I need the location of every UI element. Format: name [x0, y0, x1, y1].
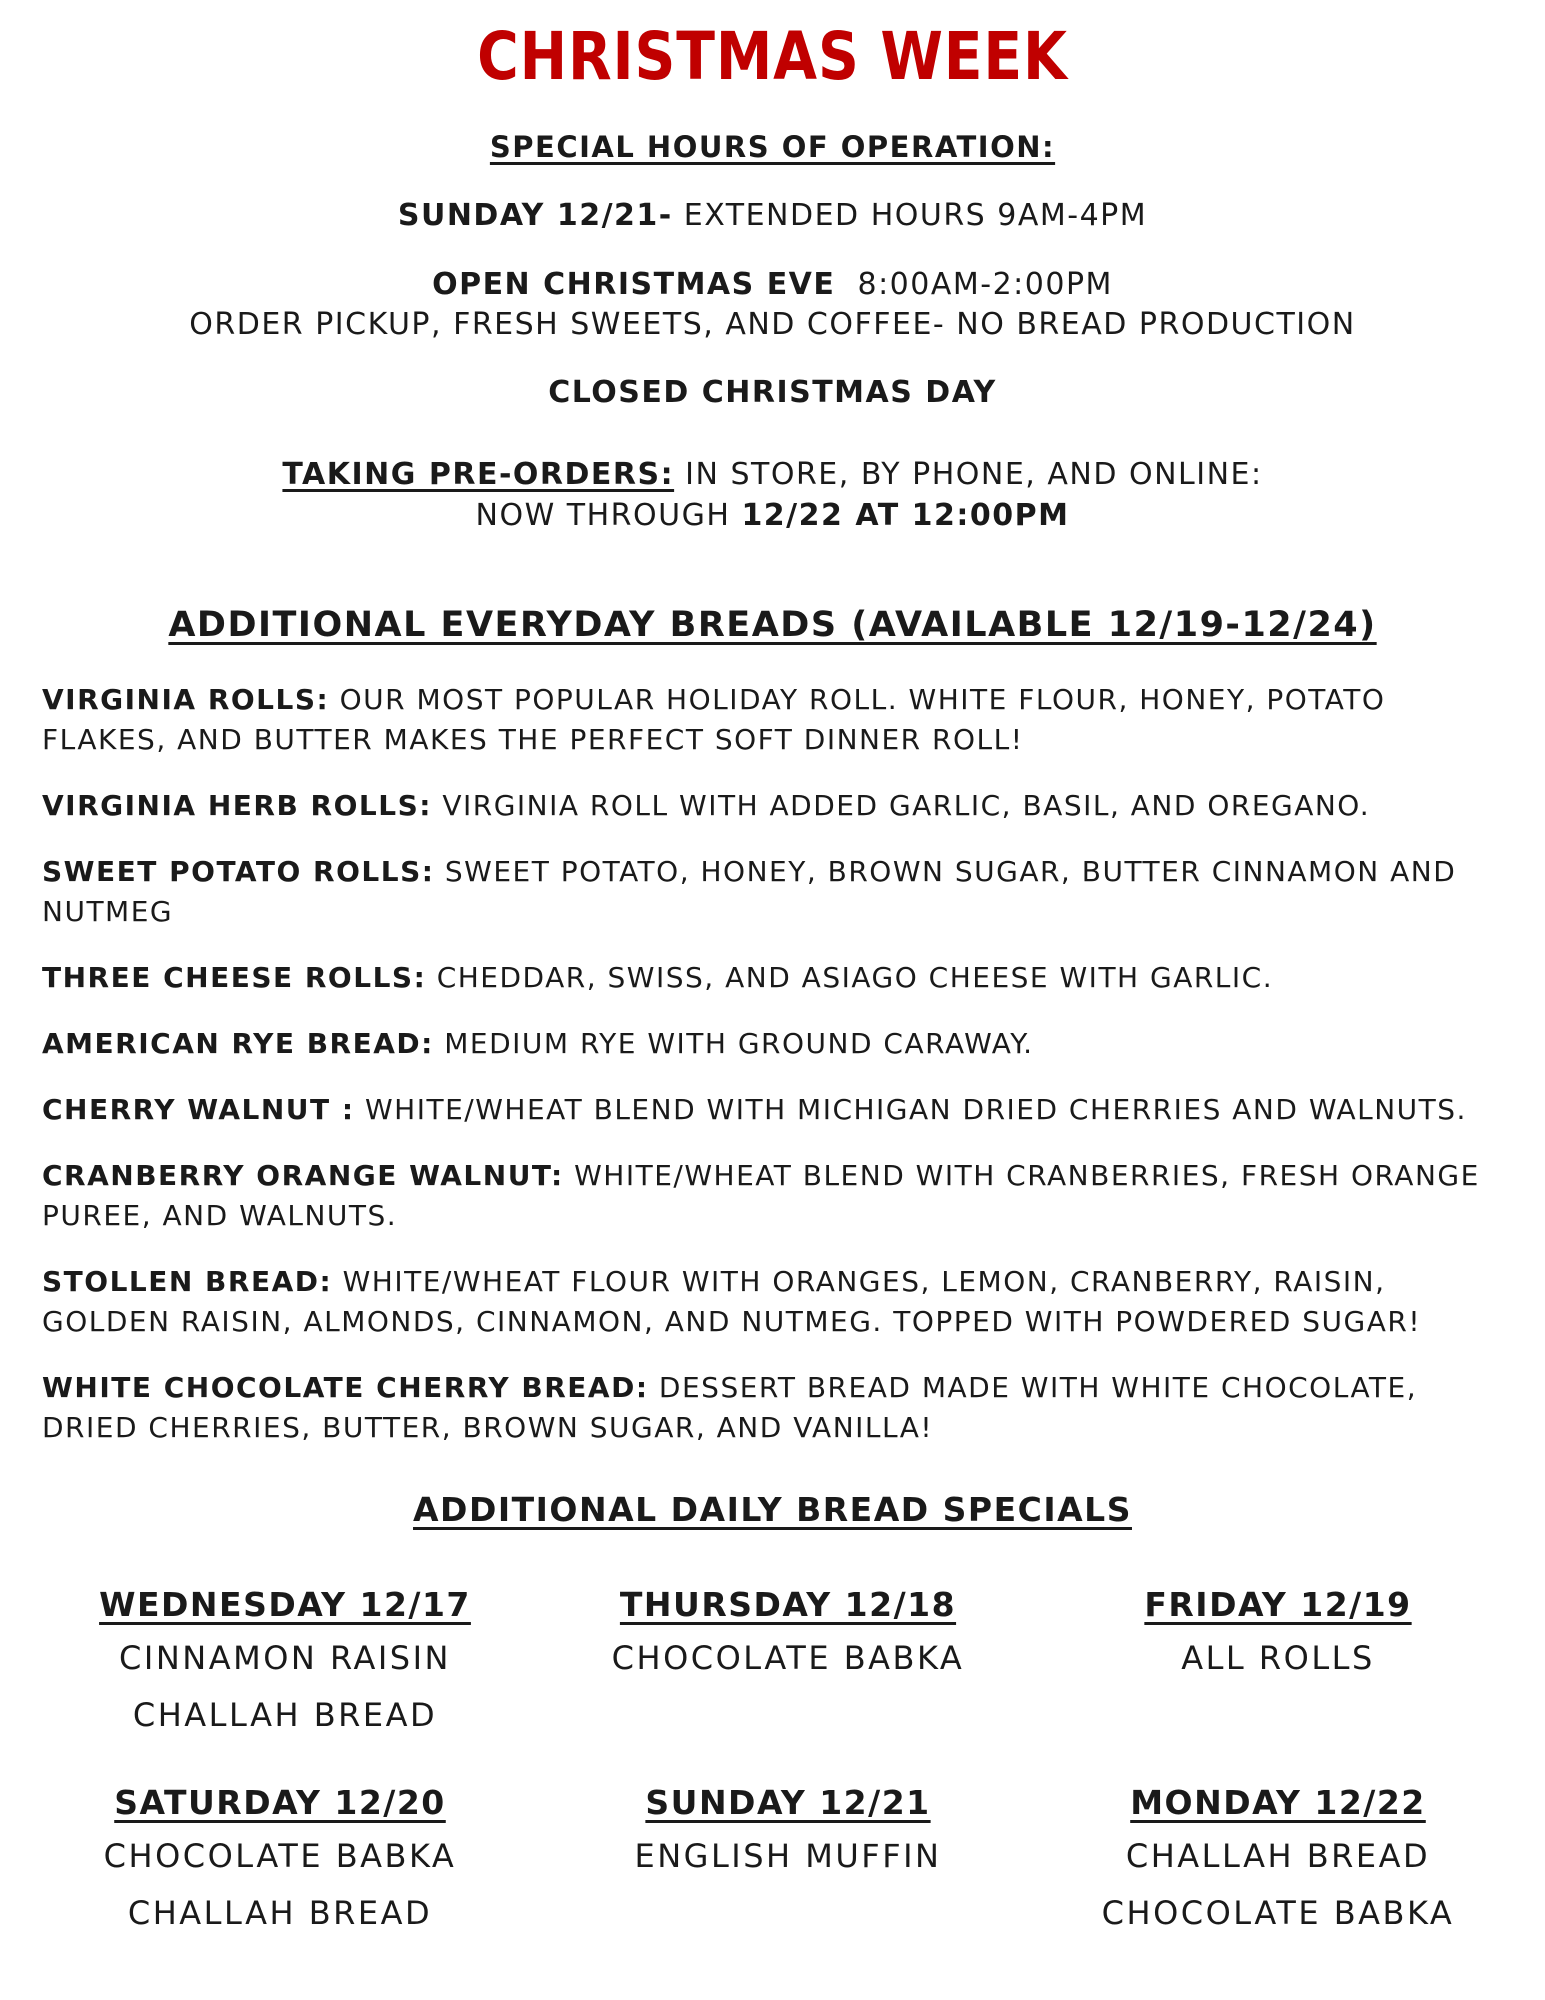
special-day-label: THURSDAY 12/18 [619, 1585, 957, 1624]
special-item: ENGLISH MUFFIN [634, 1837, 942, 1875]
hours-heading [0, 130, 1545, 164]
everyday-breads-heading: ADDITIONAL EVERYDAY BREADS (AVAILABLE 12/19-12/24) [168, 605, 1377, 645]
christmas-eve-time: 8:00AM-2:00PM [835, 267, 1113, 302]
christmas-eve-hours [0, 267, 1545, 302]
hours-heading-text: SPECIAL HOURS OF OPERATION: [489, 130, 1056, 164]
special-day-friday [1028, 1580, 1528, 1687]
bread-name: CHERRY WALNUT : [42, 1093, 355, 1126]
bread-name: SWEET POTATO ROLLS: [42, 855, 435, 888]
special-item: CHALLAH BREAD [1125, 1837, 1431, 1875]
daily-specials-heading: ADDITIONAL DAILY BREAD SPECIALS [413, 1490, 1132, 1529]
special-day-label: WEDNESDAY 12/17 [99, 1585, 471, 1624]
preorder-deadline-prefix: NOW THROUGH [475, 498, 742, 533]
bread-description: MEDIUM RYE WITH GROUND CARAWAY. [433, 1027, 1034, 1060]
everyday-bread-list [42, 680, 1512, 1474]
christmas-eve-label: OPEN CHRISTMAS EVE [432, 267, 836, 302]
list-item [42, 1262, 1512, 1342]
sunday-hours-text: EXTENDED HOURS 9AM-4PM [672, 198, 1148, 233]
bread-description: DESSERT BREAD MADE WITH WHITE CHOCOLATE, DRIED CHERRIES, BUTTER, BROWN SUGAR, AND VANILLA! [42, 1371, 1418, 1444]
bread-name: STOLLEN BREAD: [42, 1265, 333, 1298]
special-item: CHOCOLATE BABKA [103, 1837, 457, 1875]
preorder-label: TAKING PRE-ORDERS: [282, 457, 675, 492]
preorder-line-1 [0, 457, 1545, 492]
special-item: CINNAMON RAISIN [119, 1639, 451, 1677]
special-day-label: MONDAY 12/22 [1130, 1783, 1426, 1822]
bread-description: OUR MOST POPULAR HOLIDAY ROLL. WHITE FLOUR, HONEY, POTATO FLAKES, AND BUTTER MAKES THE PERFECT SOFT DINNER ROLL! [42, 683, 1386, 756]
list-item [42, 852, 1512, 932]
bread-description: WHITE/WHEAT FLOUR WITH ORANGES, LEMON, CRANBERRY, RAISIN, GOLDEN RAISIN, ALMONDS, CINNAMON, AND NUTMEG. TOPPED WITH POWDERED SUGAR! [42, 1265, 1422, 1338]
special-day-label: SUNDAY 12/21 [645, 1783, 931, 1822]
bread-name: WHITE CHOCOLATE CHERRY BREAD: [42, 1371, 649, 1404]
list-item [42, 1024, 1512, 1064]
bread-description: WHITE/WHEAT BLEND WITH MICHIGAN DRIED CHERRIES AND WALNUTS. [354, 1093, 1467, 1126]
list-item [42, 958, 1512, 998]
sunday-hours-label: SUNDAY 12/21- [397, 198, 673, 233]
bread-name: AMERICAN RYE BREAD: [42, 1027, 434, 1060]
special-day-monday [1028, 1778, 1528, 1942]
bread-name: VIRGINIA ROLLS: [42, 683, 330, 716]
special-item: CHALLAH BREAD [127, 1894, 433, 1932]
bread-description: VIRGINIA ROLL WITH ADDED GARLIC, BASIL, AND OREGANO. [431, 789, 1371, 822]
bread-name: CRANBERRY ORANGE WALNUT: [42, 1159, 564, 1192]
preorder-methods: IN STORE, BY PHONE, AND ONLINE: [674, 457, 1263, 492]
special-day-sunday [538, 1778, 1038, 1885]
closed-christmas-day: CLOSED CHRISTMAS DAY [548, 375, 997, 410]
bread-description: CHEDDAR, SWISS, AND ASIAGO CHEESE WITH GARLIC. [426, 961, 1274, 994]
list-item [42, 786, 1512, 826]
special-item: CHOCOLATE BABKA [1101, 1894, 1455, 1932]
special-item: ALL ROLLS [1181, 1639, 1375, 1677]
list-item [42, 1090, 1512, 1130]
page-title: CHRISTMAS WEEK [477, 18, 1068, 95]
sunday-hours [0, 198, 1545, 233]
list-item [42, 680, 1512, 760]
bread-name: VIRGINIA HERB ROLLS: [42, 789, 432, 822]
bread-description: WHITE/WHEAT BLEND WITH CRANBERRIES, FRESH ORANGE PUREE, AND WALNUTS. [42, 1159, 1480, 1232]
special-day-saturday [30, 1778, 530, 1942]
special-day-thursday [538, 1580, 1038, 1687]
special-day-label: SATURDAY 12/20 [114, 1783, 446, 1822]
preorder-deadline: 12/22 AT 12:00PM [741, 498, 1070, 533]
special-day-label: FRIDAY 12/19 [1144, 1585, 1412, 1624]
preorder-line-2 [0, 498, 1545, 533]
special-item: CHOCOLATE BABKA [611, 1639, 965, 1677]
special-day-wednesday [35, 1580, 535, 1744]
christmas-eve-note: ORDER PICKUP, FRESH SWEETS, AND COFFEE- NO BREAD PRODUCTION [189, 307, 1356, 342]
list-item [42, 1368, 1512, 1448]
list-item [42, 1156, 1512, 1236]
special-item: CHALLAH BREAD [132, 1696, 438, 1734]
bread-name: THREE CHEESE ROLLS: [42, 961, 427, 994]
bread-description: SWEET POTATO, HONEY, BROWN SUGAR, BUTTER CINNAMON AND NUTMEG [42, 855, 1457, 928]
